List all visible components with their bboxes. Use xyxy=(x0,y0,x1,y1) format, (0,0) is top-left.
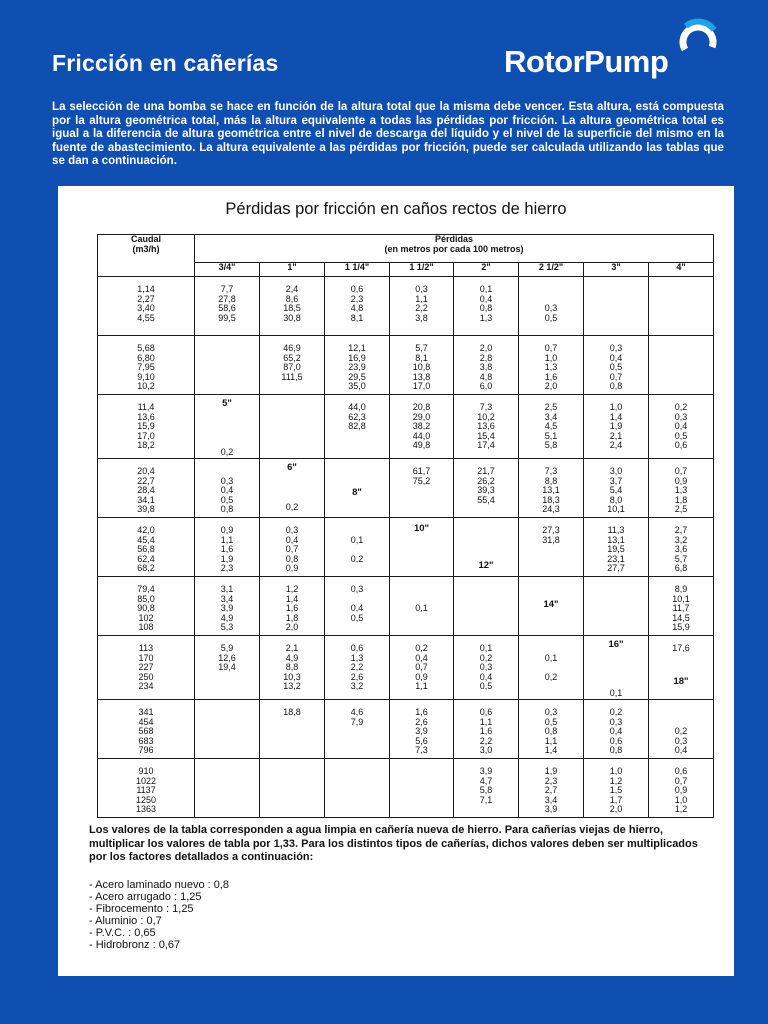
loss-values: 0,2 0,4 0,7 0,9 1,1 xyxy=(415,642,428,692)
flow-cell: 20,4 22,7 28,4 34,1 39,8 xyxy=(98,458,195,517)
loss-values: 0,3 0,4 0,7 0,8 0,9 xyxy=(285,524,299,574)
table-row xyxy=(98,336,714,395)
loss-cell xyxy=(195,395,260,459)
loss-values: 61,7 75,2 xyxy=(412,465,431,486)
loss-cell xyxy=(649,277,714,336)
loss-cell xyxy=(584,458,649,517)
loss-cell xyxy=(649,458,714,517)
loss-cell xyxy=(454,458,519,517)
loss-values: 0,1 0,4 0,8 1,3 xyxy=(479,284,493,323)
loss-values: 5,9 12,6 19,4 xyxy=(218,642,236,673)
loss-values: 0,3 0,4 0,5 0,7 0,8 xyxy=(609,343,623,392)
loss-cell xyxy=(584,277,649,336)
loss-values: 0,3 0,4 0,5 0,8 xyxy=(220,475,234,515)
loss-values: 2,1 4,9 8,8 10,3 13,2 xyxy=(283,642,301,692)
table-row xyxy=(98,395,714,459)
factor-item: - Acero arrugado : 1,25 xyxy=(89,890,202,903)
loss-cell xyxy=(325,517,390,576)
loss-values: 7,3 8,8 13,1 18,3 24,3 xyxy=(542,465,560,515)
loss-values: 17,6 xyxy=(672,642,690,653)
loss-values: 1,9 2,3 2,7 3,4 3,9 xyxy=(544,765,558,815)
loss-cell xyxy=(325,395,390,459)
loss-cell xyxy=(260,277,325,336)
loss-values: 3,9 4,7 5,8 7,1 xyxy=(479,765,493,805)
loss-cell xyxy=(390,635,454,699)
loss-cell xyxy=(325,576,390,635)
loss-values: 20,8 29,0 38,2 44,0 49,8 xyxy=(412,402,431,451)
pipe-size-label: 14" xyxy=(543,598,559,610)
loss-cell xyxy=(454,277,519,336)
loss-values: 21,7 26,2 39,3 55,4 xyxy=(477,465,495,505)
flow-cell: 113 170 227 250 234 xyxy=(98,635,195,699)
loss-values: 11,3 13,1 19,5 23,1 27,7 xyxy=(607,524,625,574)
loss-cell xyxy=(519,336,584,395)
loss-values: 7,7 27,8 58,6 99,5 xyxy=(218,284,236,323)
notes-paragraph: Los valores de la tabla corresponden a agua limpia en cañería nueva de hierro. Para cañerías viejas de hierro, multiplicar los valores de tabla por 1,33. Para los distintos tipos de cañerías, dichos valores deben ser multiplicados por los factores detallados a continuación: xyxy=(89,824,698,864)
table-row xyxy=(98,699,714,758)
flow-cell: 42,0 45,4 56,8 62,4 68,2 xyxy=(98,517,195,576)
pipe-size-label: 10" xyxy=(413,522,430,534)
loss-values: 2,4 8,6 18,5 30,8 xyxy=(283,284,301,323)
flow-cell: 910 1022 1137 1250 1363 xyxy=(98,758,195,817)
loss-values: 2,7 3,2 3,6 5,7 6,8 xyxy=(674,524,688,574)
loss-cell xyxy=(260,395,325,459)
loss-cell xyxy=(390,699,454,758)
loss-cell xyxy=(325,635,390,699)
factor-item: - Acero laminado nuevo : 0,8 xyxy=(89,878,230,891)
loss-cell xyxy=(325,277,390,336)
table-row xyxy=(98,758,714,817)
loss-cell xyxy=(325,336,390,395)
loss-cell xyxy=(390,336,454,395)
loss-values: 0,3 0,5 xyxy=(544,303,558,323)
notes xyxy=(89,824,699,951)
content-panel xyxy=(58,186,734,976)
loss-cell xyxy=(260,576,325,635)
pipe-size-header: 4" xyxy=(649,263,714,277)
loss-values: 8,9 10,1 11,7 14,5 15,9 xyxy=(672,583,690,633)
loss-values: 1,0 1,4 1,9 2,1 2,4 xyxy=(609,402,623,451)
loss-cell xyxy=(454,576,519,635)
loss-values: 0,1 xyxy=(609,688,623,699)
loss-cell xyxy=(584,758,649,817)
loss-values: 7,3 10,2 13,6 15,4 17,4 xyxy=(477,402,495,451)
loss-values: 1,0 1,2 1,5 1,7 2,0 xyxy=(609,765,623,815)
pipe-size-label: 8" xyxy=(352,486,362,498)
loss-cell xyxy=(390,758,454,817)
loss-values: 0,6 0,7 0,9 1,0 1,2 xyxy=(674,765,688,815)
pipe-size-header: 1" xyxy=(260,263,325,277)
loss-values: 2,5 3,4 4,5 5,1 5,8 xyxy=(544,402,558,451)
loss-values: 3,0 3,7 5,4 8,0 10,1 xyxy=(607,465,625,515)
loss-cell xyxy=(195,699,260,758)
factor-item: - Fibrocemento : 1,25 xyxy=(89,902,194,915)
loss-cell xyxy=(584,699,649,758)
loss-cell xyxy=(519,395,584,459)
loss-values: 12,1 16,9 23,9 29,5 35,0 xyxy=(348,343,366,392)
loss-values: 1,2 1,4 1,6 1,8 2,0 xyxy=(285,583,299,633)
loss-values: 0,6 2,3 4,8 8,1 xyxy=(350,284,364,323)
pipe-size-label: 6" xyxy=(287,461,297,473)
pipe-size-label: 12" xyxy=(478,559,494,571)
loss-cell xyxy=(649,517,714,576)
loss-cell xyxy=(454,635,519,699)
loss-values: 0,9 1,1 1,6 1,9 2,3 xyxy=(220,524,234,574)
brand-name: RotorPump xyxy=(504,44,669,79)
flow-cell: 1,14 2,27 3,40 4,55 xyxy=(98,277,195,336)
loss-cell xyxy=(584,635,649,699)
loss-cell xyxy=(649,699,714,758)
loss-values: 1,6 2,6 3,9 5,6 7,3 xyxy=(415,706,428,756)
loss-cell xyxy=(649,336,714,395)
loss-values: 0,2 xyxy=(285,501,299,512)
loss-cell xyxy=(584,517,649,576)
loss-values: 46,9 65,2 87,0 111,5 xyxy=(281,343,303,382)
loss-values: 0,2 0,3 0,4 xyxy=(674,726,688,756)
flow-cell: 5,68 6,80 7,95 9,10 10,2 xyxy=(98,336,195,395)
loss-cell xyxy=(454,699,519,758)
table-row xyxy=(98,277,714,336)
loss-values: 0,1 0,2 xyxy=(350,534,364,564)
loss-cell xyxy=(195,576,260,635)
loss-cell xyxy=(519,576,584,635)
loss-cell xyxy=(519,458,584,517)
loss-cell xyxy=(649,758,714,817)
friction-table xyxy=(97,234,714,818)
loss-cell xyxy=(260,699,325,758)
loss-cell xyxy=(260,517,325,576)
loss-cell xyxy=(195,458,260,517)
loss-cell xyxy=(195,336,260,395)
loss-values: 0,2 0,3 0,4 0,6 0,8 xyxy=(609,706,623,756)
loss-cell xyxy=(260,758,325,817)
loss-cell xyxy=(390,395,454,459)
loss-values: 18,8 xyxy=(283,706,301,717)
loss-values: 0,6 1,3 2,2 2,6 3,2 xyxy=(350,642,364,692)
loss-cell xyxy=(519,635,584,699)
loss-cell xyxy=(390,517,454,576)
loss-values: 27,3 31,8 xyxy=(542,524,560,545)
loss-cell xyxy=(519,699,584,758)
loss-cell xyxy=(584,395,649,459)
loss-cell xyxy=(260,336,325,395)
loss-values: 0,2 xyxy=(220,447,234,458)
factor-list xyxy=(89,879,699,951)
loss-values: 0,1 xyxy=(415,603,428,614)
brand-logo xyxy=(504,18,734,88)
loss-cell xyxy=(649,576,714,635)
flow-cell: 11,4 13,6 15,9 17,0 18,2 xyxy=(98,395,195,459)
table-row xyxy=(98,458,714,517)
caudal-header: Caudal (m3/h) xyxy=(98,235,195,277)
loss-cell xyxy=(325,758,390,817)
loss-values: 5,7 8,1 10,8 13,8 17,0 xyxy=(412,343,431,392)
logo-circle-icon xyxy=(674,18,722,66)
loss-cell xyxy=(454,517,519,576)
loss-cell xyxy=(649,635,714,699)
loss-cell xyxy=(195,635,260,699)
table-row xyxy=(98,517,714,576)
flow-cell: 79,4 85,0 90,8 102 108 xyxy=(98,576,195,635)
loss-values: 0,7 0,9 1,3 1,8 2,5 xyxy=(674,465,688,515)
loss-values: 0,1 0,2 xyxy=(544,652,558,682)
loss-cell xyxy=(584,336,649,395)
loss-cell xyxy=(390,277,454,336)
pipe-size-header: 1 1/2" xyxy=(390,263,454,277)
perdidas-header: Pérdidas (en metros por cada 100 metros) xyxy=(195,235,714,263)
factor-item: - Aluminio : 0,7 xyxy=(89,914,162,927)
loss-cell xyxy=(390,458,454,517)
loss-values: 44,0 62,3 82,8 xyxy=(348,402,366,432)
loss-cell xyxy=(454,758,519,817)
loss-cell xyxy=(195,517,260,576)
loss-values: 0,7 1,0 1,3 1,6 2,0 xyxy=(544,343,558,392)
table-row xyxy=(98,576,714,635)
loss-cell xyxy=(260,458,325,517)
loss-values: 4,6 7,9 xyxy=(350,706,364,727)
pipe-size-label: 5" xyxy=(222,398,232,409)
loss-values: 0,3 0,5 0,8 1,1 1,4 xyxy=(544,706,558,756)
pipe-size-header: 3" xyxy=(584,263,649,277)
loss-cell xyxy=(195,758,260,817)
loss-cell xyxy=(519,277,584,336)
loss-values: 0,1 0,2 0,3 0,4 0,5 xyxy=(479,642,493,692)
page-title: Fricción en cañerías xyxy=(52,50,279,76)
factor-item: - P.V.C. : 0,65 xyxy=(89,926,156,939)
pipe-size-label: 16" xyxy=(608,638,624,650)
loss-cell xyxy=(519,517,584,576)
table-row xyxy=(98,635,714,699)
table-title: Pérdidas por fricción en caños rectos de hierro xyxy=(225,200,567,218)
loss-values: 0,3 0,4 0,5 xyxy=(350,583,364,623)
loss-cell xyxy=(584,576,649,635)
loss-cell xyxy=(454,395,519,459)
loss-cell xyxy=(519,758,584,817)
loss-values: 2,0 2,8 3,8 4,8 6,0 xyxy=(479,343,493,392)
pipe-size-header: 2" xyxy=(454,263,519,277)
loss-values: 0,3 1,1 2,2 3,8 xyxy=(415,284,428,323)
loss-values: 0,2 0,3 0,4 0,5 0,6 xyxy=(674,402,688,451)
pipe-size-header: 3/4" xyxy=(195,263,260,277)
loss-values: 0,6 1,1 1,6 2,2 3,0 xyxy=(479,706,493,756)
pipe-size-header: 2 1/2" xyxy=(519,263,584,277)
loss-cell xyxy=(454,336,519,395)
intro-paragraph: La selección de una bomba se hace en función de la altura total que la misma debe vencer. Esta altura, está compuesta por la altura geométrica total, más la altura equivalente a todas las pérdidas por fricción. La altura geométrica total es igual a la diferencia de altura geométrica entre el nivel de descarga del líquido y el nivel de la superficie del mismo en la fuente de abastecimiento. La altura equivalente a las pérdidas por fricción, puede ser calculada utilizando las tablas que se dan a continuación. xyxy=(52,100,724,168)
loss-cell xyxy=(649,395,714,459)
pipe-size-header: 1 1/4" xyxy=(325,263,390,277)
loss-cell xyxy=(195,277,260,336)
flow-cell: 341 454 568 683 796 xyxy=(98,699,195,758)
loss-cell xyxy=(390,576,454,635)
pipe-size-label: 18" xyxy=(673,675,689,687)
loss-cell xyxy=(325,458,390,517)
loss-cell xyxy=(325,699,390,758)
loss-cell xyxy=(260,635,325,699)
loss-values: 3,1 3,4 3,9 4,9 5,3 xyxy=(220,583,234,633)
factor-item: - Hidrobronz : 0,67 xyxy=(89,938,181,951)
